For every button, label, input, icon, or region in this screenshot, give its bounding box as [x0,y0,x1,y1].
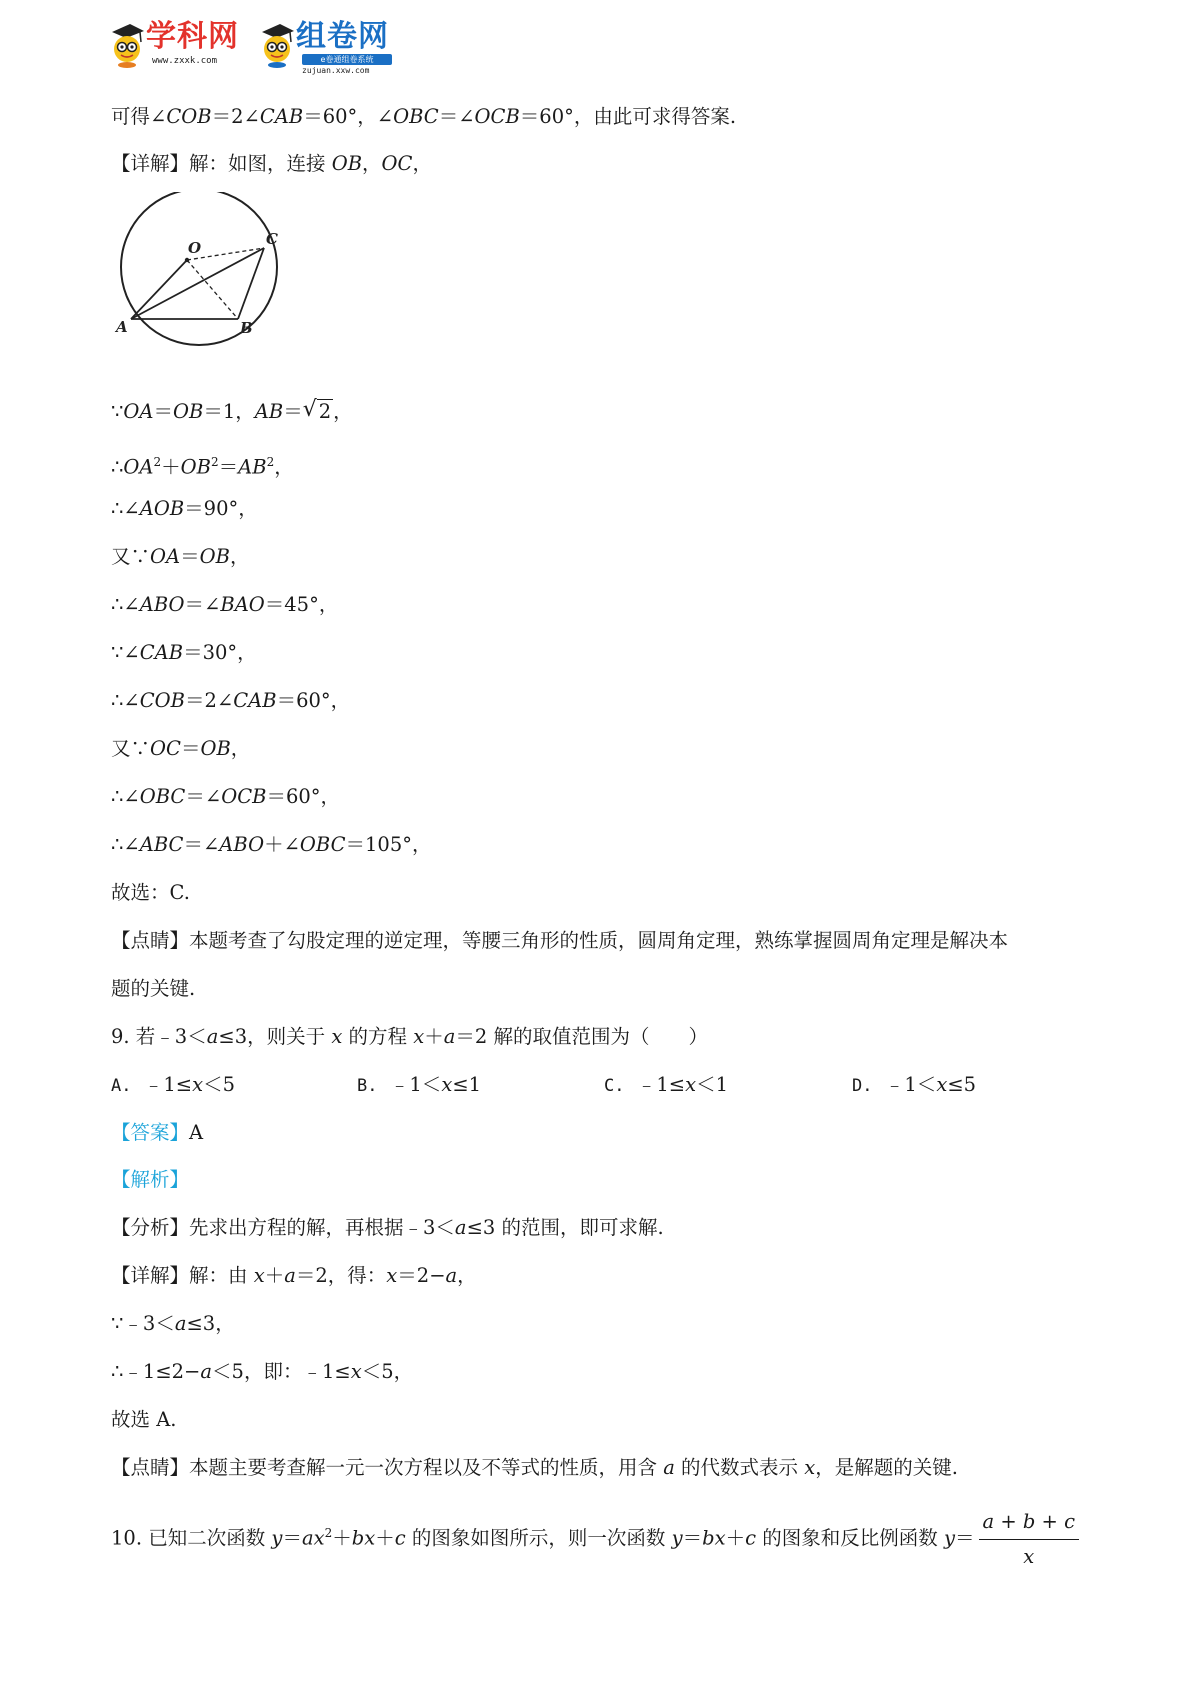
q9-step-1: ∵﹣3＜a≤3， [111,1312,235,1335]
q8-hint-line: 可得∠COB＝2∠CAB＝60°，∠OBC＝∠OCB＝60°，由此可求得答案. [111,105,737,128]
zxxk-logo[interactable] [108,14,258,74]
q9-stem: 9. 若﹣3＜a≤3，则关于 x 的方程 x＋a＝2 解的取值范围为（ ） [111,1025,708,1048]
zxxk-logo-text: 学科网 [146,19,239,54]
q8-choose: 故选：C. [111,881,190,904]
page-header [108,14,428,74]
zujuan-logo[interactable] [258,14,428,74]
q8-step-4: 又∵OA＝OB， [111,545,250,568]
q9-option-a[interactable]: A. ﹣1≤x＜5 [111,1073,236,1096]
q8-step-6: ∵∠CAB＝30°， [111,641,257,664]
q9-analysis-label: 【解析】 [111,1168,190,1191]
q8-step-10: ∴∠ABC＝∠ABO＋∠OBC＝105°， [111,833,432,856]
q8-comment-2: 题的关键. [111,977,196,1000]
q9-detail: 【详解】解：由 x＋a＝2，得：x＝2−a， [111,1264,477,1287]
zujuan-url: zujuan.xxw.com [302,66,370,75]
q9-option-d[interactable]: D. ﹣1＜x≤5 [852,1073,977,1096]
mascot-icon [108,22,146,68]
q9-step-2: ∴﹣1≤2−a＜5，即：﹣1≤x＜5， [111,1360,414,1383]
q8-detail-line: 【详解】解：如图，连接 OB，OC， [111,152,432,175]
fraction: $\frac{a + b + c}{x}$ [979,1507,1080,1572]
label-b: B [240,319,253,337]
zujuan-logo-text: 组卷网 [296,19,389,54]
segment-ob [187,260,238,319]
q8-step-7: ∴∠COB＝2∠CAB＝60°， [111,689,351,712]
label-a: A [116,318,128,336]
q8-step-1: ∵OA＝OB＝1，AB＝ √ 2 ， [111,397,353,423]
label-c: C [266,230,278,248]
q9-choose: 故选 A. [111,1408,177,1431]
q9-option-c[interactable]: C. ﹣1≤x＜1 [604,1073,729,1096]
q8-step-9: ∴∠OBC＝∠OCB＝60°， [111,785,341,808]
q9-option-b[interactable]: B. ﹣1＜x≤1 [357,1073,482,1096]
zujuan-banner: e卷通组卷系统 [302,54,392,65]
q8-step-8: 又∵OC＝OB， [111,737,251,760]
q10-stem: 10. 已知二次函数 $y=ax^2+bx+c$ 的图象如图所示，则一次函数 y＝bx＋c 的图象和反比例函数 y＝ $\frac{a + b + c}{x}$ [111,1498,1079,1574]
mascot-icon [258,22,296,68]
circle-geometry-figure [108,192,313,367]
zxxk-url: www.zxxk.com [152,56,218,66]
q8-step-3: ∴∠AOB＝90°， [111,497,258,520]
label-o: O [188,239,202,257]
answer-value: A [189,1121,204,1144]
q8-comment-1: 【点睛】本题考查了勾股定理的逆定理，等腰三角形的性质，圆周角定理，熟练掌握圆周角定理是解决本 [111,929,1009,952]
sqrt-symbol: √ 2 [302,397,332,423]
q8-step-5: ∴∠ABO＝∠BAO＝45°， [111,593,339,616]
circle-outline [121,192,277,345]
q9-answer [111,1120,203,1146]
q8-step-2: $\therefore OA^2+OB^2=AB^2$， [111,455,294,479]
point-o [185,258,189,262]
q9-fenxi: 【分析】先求出方程的解，再根据﹣3＜a≤3 的范围，即可求解. [111,1216,664,1239]
segment-bc [238,248,264,319]
segment-oa [131,260,187,319]
q9-comment: 【点睛】本题主要考查解一元一次方程以及不等式的性质，用含 a 的代数式表示 x，是解题的关键. [111,1456,958,1479]
answer-label: 【答案】 [111,1121,190,1144]
